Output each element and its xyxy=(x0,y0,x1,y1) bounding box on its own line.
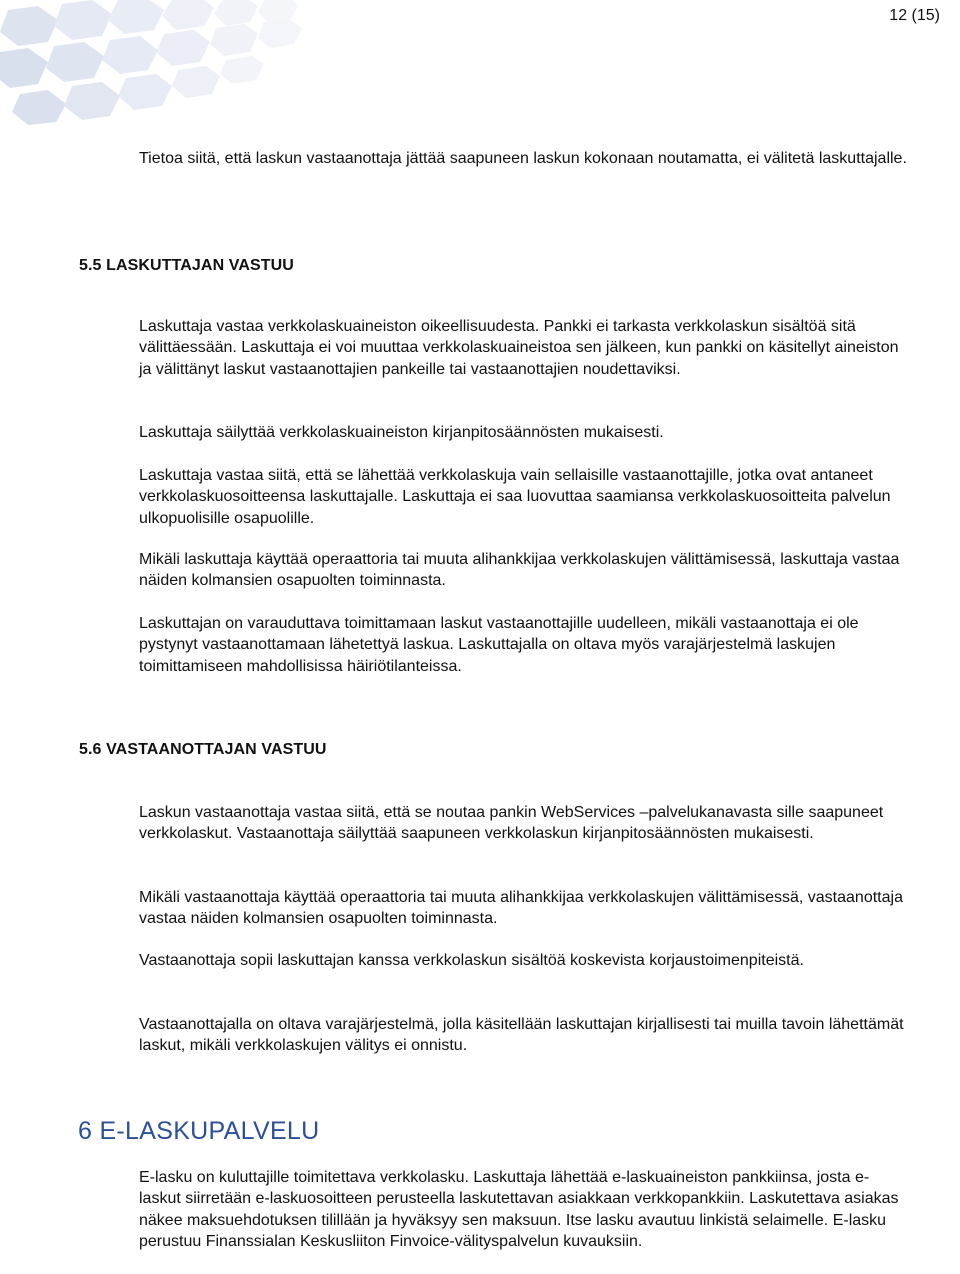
paragraph-receiver-backup: Vastaanottajalla on oltava varajärjestelmä, jolla käsitellään laskuttajan kirjallisesti tai muilla tavoin lähettämät laskut, mikäli verkkolaskujen välitys ei onnistu. xyxy=(139,1016,904,1055)
section-heading-5-6: 5.6 VASTAANOTTAJAN VASTUU xyxy=(79,741,327,758)
paragraph-e-invoice: E-lasku on kuluttajille toimitettava verkkolasku. Laskuttaja lähettää e-laskuaineiston pankkiinsa, josta e-laskut siirretään e-laskuosoitteen perusteella laskutettavan asiakkaan verkkopankkiin. Laskutettava asiakas näkee maksuehdotuksen tilillään ja hyväksyy sen maksuun. Itse lasku avautuu linkistä selaimelle. E-lasku perustuu Finanssialan Keskusliiton Finvoice-välityspalvelun kuvauksiin. xyxy=(139,1169,899,1250)
paragraph-sender-backup: Laskuttajan on varauduttava toimittamaan laskut vastaanottajille uudelleen, mikäli vastaanottaja ei ole pystynyt vastaanottamaan lähetettyä laskua. Laskuttajalla on oltava myös varajärjestelmä laskujen toimittamiseen mahdollisissa häiriötilanteissa. xyxy=(139,615,859,675)
page-number: 12 (15) xyxy=(889,7,940,24)
paragraph-receiver-operator: Mikäli vastaanottaja käyttää operaattoria tai muuta alihankkijaa verkkolaskujen välittämisessä, vastaanottaja vastaa näiden kolmansien osapuolten toiminnasta. xyxy=(139,889,903,928)
section-heading-5-5: 5.5 LASKUTTAJAN VASTUU xyxy=(79,257,294,274)
chapter-heading-6: 6 E-LASKUPALVELU xyxy=(78,1117,320,1145)
paragraph-sender-operator: Mikäli laskuttaja käyttää operaattoria tai muuta alihankkijaa verkkolaskujen välittämisessä, laskuttaja vastaa näiden kolmansien osapuolten toiminnasta. xyxy=(139,551,900,590)
paragraph-receiver-corrections: Vastaanottaja sopii laskuttajan kanssa verkkolaskun sisältöä koskevista korjaustoimenpiteistä. xyxy=(139,952,804,969)
hexagon-pattern-logo-icon xyxy=(0,0,330,125)
paragraph-receiver-responsibility: Laskun vastaanottaja vastaa siitä, että se noutaa pankin WebServices –palvelukanavasta sille saapuneet verkkolaskut. Vastaanottaja säilyttää saapuneen verkkolaskun kirjanpitosäännösten mukaisesti. xyxy=(139,804,884,843)
paragraph-sender-responsibility: Laskuttaja vastaa verkkolaskuaineiston oikeellisuudesta. Pankki ei tarkasta verkkolaskun sisältöä sitä välittäessään. Laskuttaja ei voi muuttaa verkkolaskuaineistoa sen jälkeen, kun pankki on käsitellyt aineiston ja välittänyt laskut vastaanottajien pankeille tai vastaanottajien noudettaviksi. xyxy=(139,318,899,378)
paragraph-sender-storage: Laskuttaja säilyttää verkkolaskuaineiston kirjanpitosäännösten mukaisesti. xyxy=(139,424,664,441)
paragraph-uncollected-invoice: Tietoa siitä, että laskun vastaanottaja jättää saapuneen laskun kokonaan noutamatta, ei välitetä laskuttajalle. xyxy=(139,150,907,167)
paragraph-sender-addresses: Laskuttaja vastaa siitä, että se lähettää verkkolaskuja vain sellaisille vastaanottajille, jotka ovat antaneet verkkolaskuosoitteensa laskuttajalle. Laskuttaja ei saa luovuttaa saamiansa verkkolaskuosoitteita palvelun ulkopuolisille osapuolille. xyxy=(139,467,891,527)
